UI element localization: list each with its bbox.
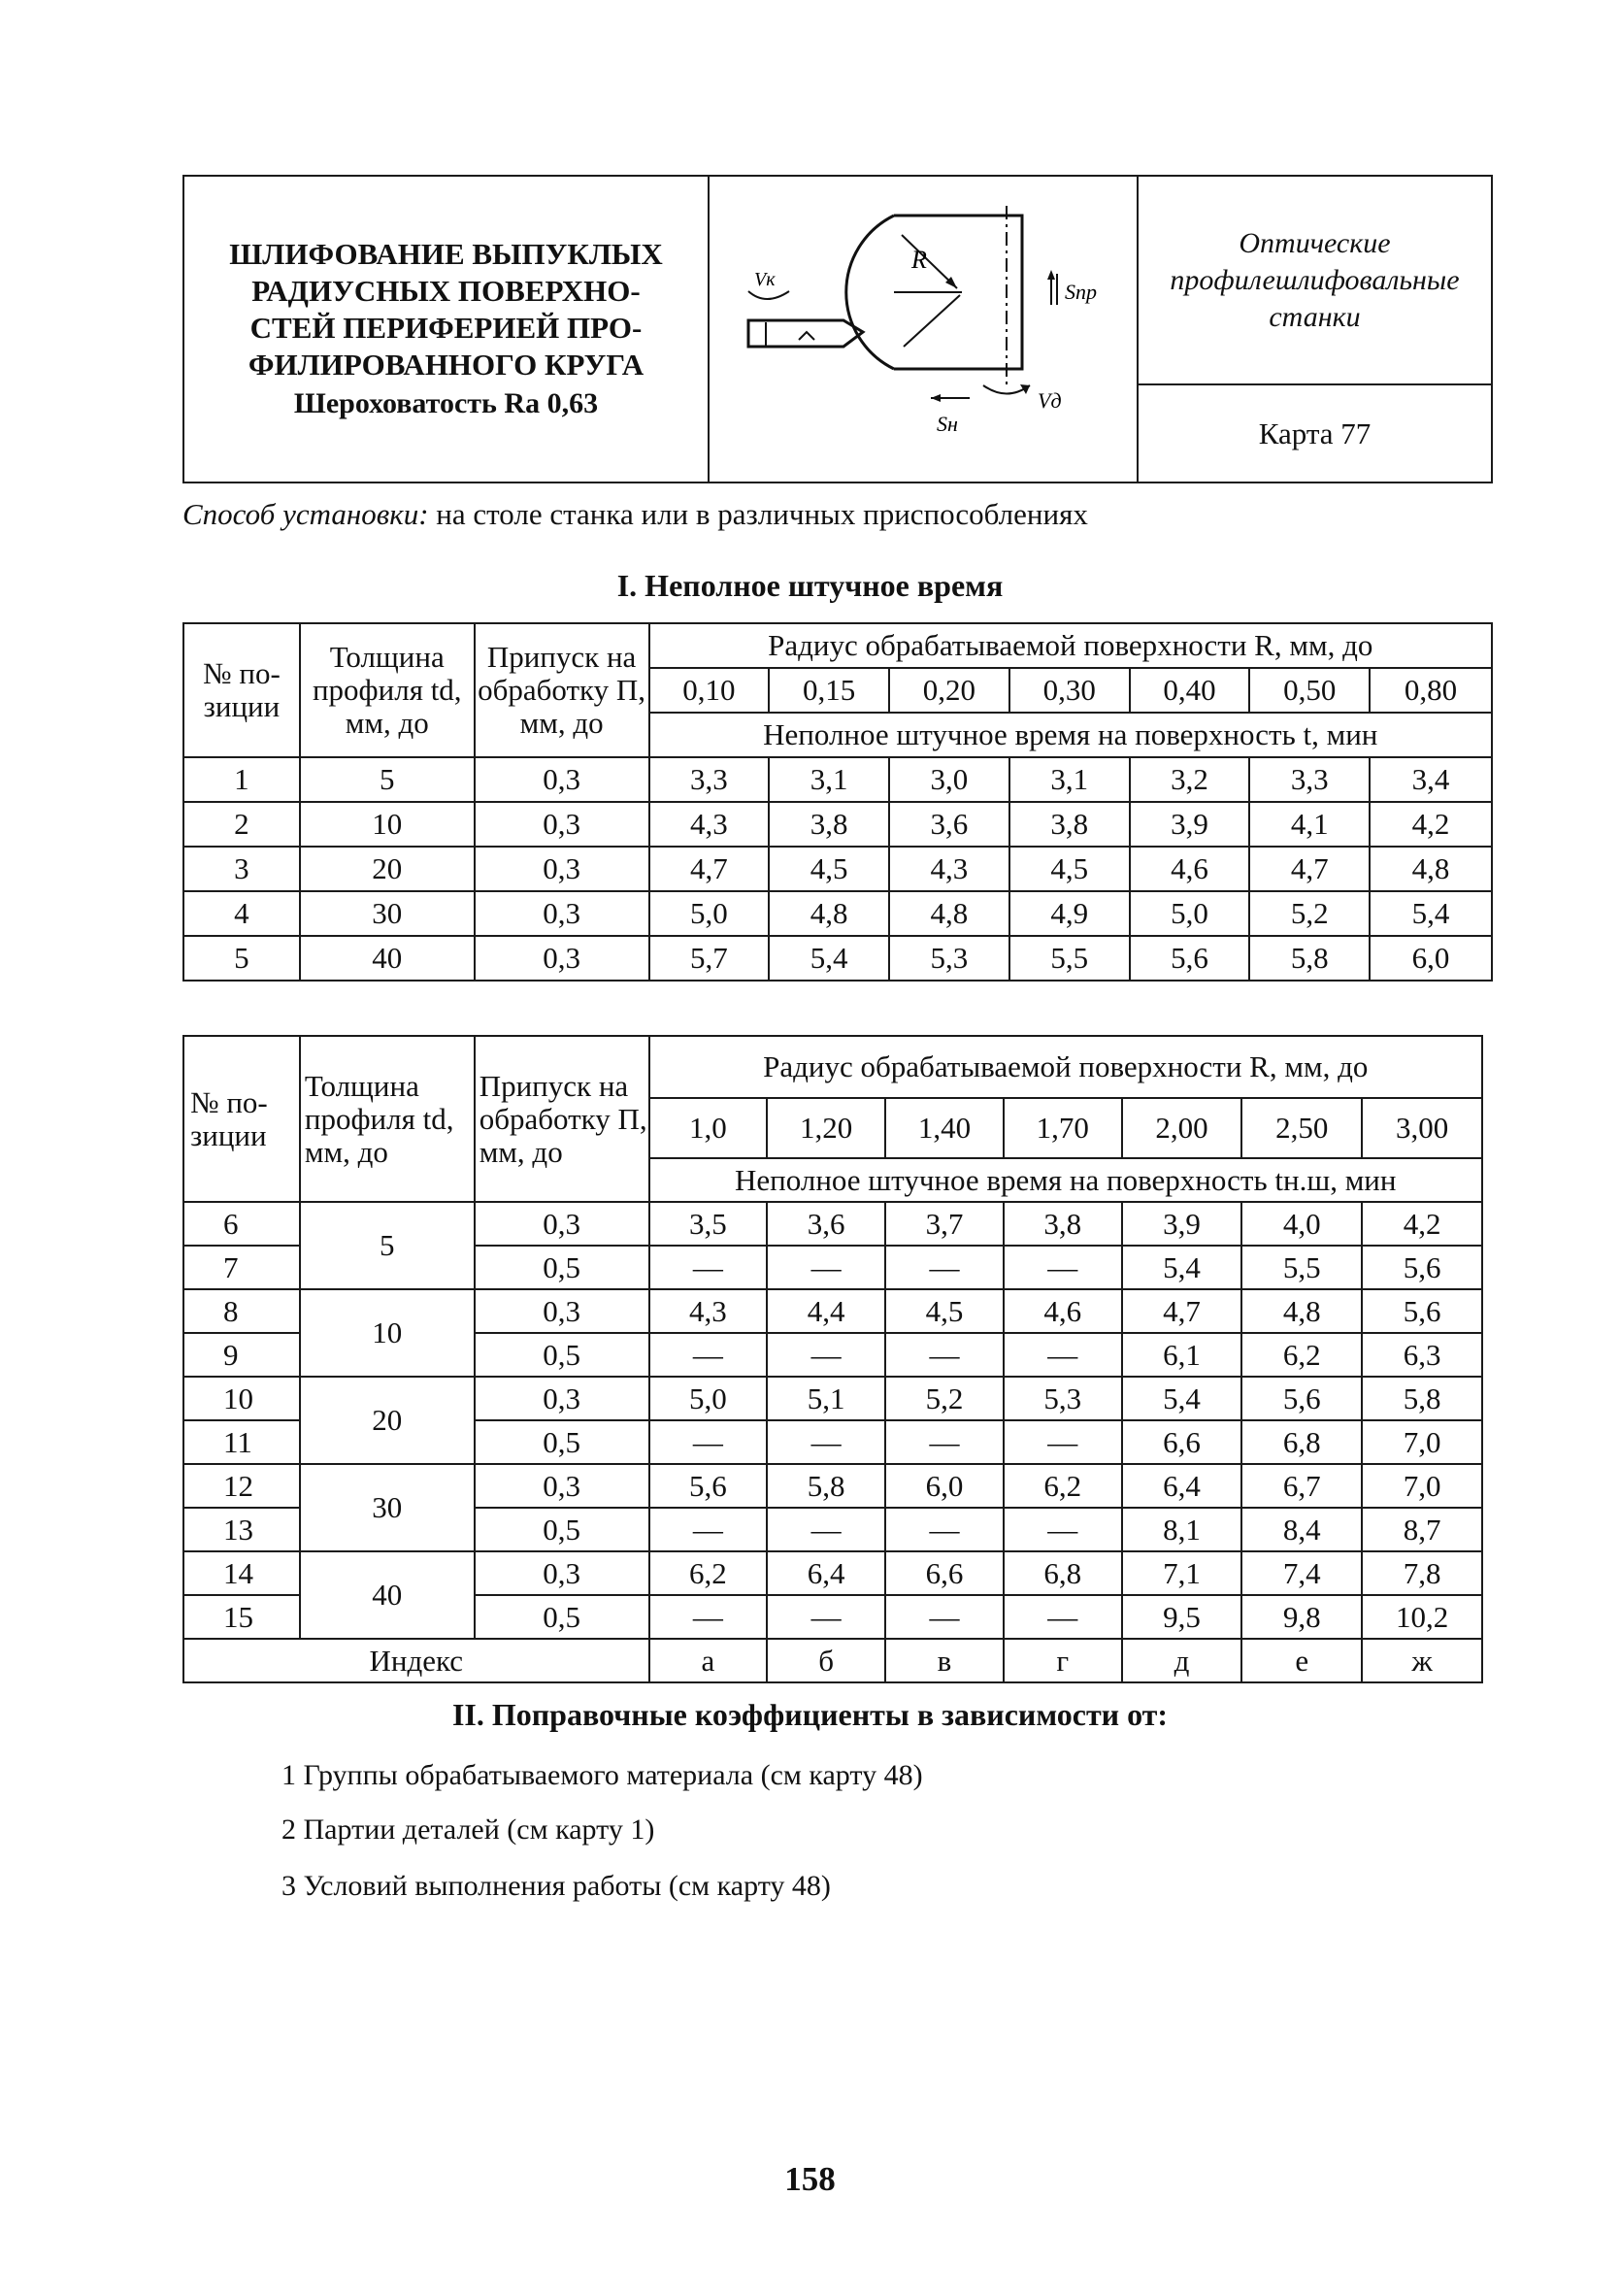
table-cell: — bbox=[649, 1246, 768, 1289]
table-cell: 6,0 bbox=[1370, 936, 1492, 981]
title-line-2: РАДИУСНЫХ ПОВЕРХНО- bbox=[251, 274, 641, 308]
vk-arrow bbox=[748, 291, 789, 299]
position-cell: 7 bbox=[183, 1246, 300, 1289]
table-cell: — bbox=[885, 1508, 1004, 1551]
table-cell: 4,0 bbox=[1241, 1202, 1362, 1246]
table-cell: 6,1 bbox=[1122, 1333, 1242, 1377]
table-cell: 7,8 bbox=[1362, 1551, 1482, 1595]
radius-value: 0,80 bbox=[1370, 668, 1492, 713]
position-cell: 1 bbox=[183, 757, 300, 802]
table-row bbox=[183, 1551, 1482, 1595]
spr-label: Sпр bbox=[1065, 280, 1097, 304]
table-cell: 5,3 bbox=[1004, 1377, 1122, 1420]
table-cell: 0,5 bbox=[475, 1246, 649, 1289]
grinding-diagram-cell bbox=[709, 176, 1138, 482]
table-cell: 5,0 bbox=[1130, 891, 1250, 936]
table-cell: — bbox=[885, 1595, 1004, 1639]
radius-value: 0,10 bbox=[649, 668, 770, 713]
table-cell: 0,3 bbox=[475, 891, 649, 936]
col-thickness-header: Толщина профиля td, мм, до bbox=[300, 623, 475, 757]
radius-value: 1,40 bbox=[885, 1098, 1004, 1158]
table-cell: 20 bbox=[300, 847, 475, 891]
table-cell: 3,7 bbox=[885, 1202, 1004, 1246]
radius-header: Радиус обрабатываемой поверхности R, мм, до bbox=[649, 623, 1492, 668]
thickness-cell: 10 bbox=[300, 1289, 475, 1377]
table-cell: — bbox=[767, 1508, 885, 1551]
table-cell: 6,3 bbox=[1362, 1333, 1482, 1377]
table-cell: 0,5 bbox=[475, 1508, 649, 1551]
roughness-label: Шероховатость Ra 0,63 bbox=[293, 387, 599, 419]
table-cell: 5,6 bbox=[1362, 1289, 1482, 1333]
radius-value: 0,50 bbox=[1249, 668, 1370, 713]
table-cell: 7,1 bbox=[1122, 1551, 1242, 1595]
time-table-1 bbox=[182, 622, 1493, 982]
table-cell: — bbox=[885, 1333, 1004, 1377]
table-cell: 3,8 bbox=[1009, 802, 1130, 847]
table-cell: 5,6 bbox=[1130, 936, 1250, 981]
table-cell: — bbox=[649, 1508, 768, 1551]
radius-value: 1,70 bbox=[1004, 1098, 1122, 1158]
table-cell: — bbox=[1004, 1420, 1122, 1464]
radius-value: 0,15 bbox=[769, 668, 889, 713]
table-cell: 3,1 bbox=[1009, 757, 1130, 802]
table-cell: 3,5 bbox=[649, 1202, 768, 1246]
table-cell: — bbox=[767, 1333, 885, 1377]
table-cell: — bbox=[1004, 1508, 1122, 1551]
table-cell: 8,4 bbox=[1241, 1508, 1362, 1551]
table-cell: 3,8 bbox=[1004, 1202, 1122, 1246]
table-cell: 4,7 bbox=[649, 847, 770, 891]
table-cell: 9,8 bbox=[1241, 1595, 1362, 1639]
radius-value: 0,20 bbox=[889, 668, 1009, 713]
table-cell: — bbox=[885, 1246, 1004, 1289]
index-label: Индекс bbox=[183, 1639, 649, 1682]
setup-text: на столе станка или в различных приспособлениях bbox=[428, 497, 1088, 531]
radius-value: 3,00 bbox=[1362, 1098, 1482, 1158]
table-cell: 7,0 bbox=[1362, 1464, 1482, 1508]
table-cell: 5 bbox=[300, 757, 475, 802]
table-cell: 6,8 bbox=[1004, 1551, 1122, 1595]
position-cell: 11 bbox=[183, 1420, 300, 1464]
position-cell: 9 bbox=[183, 1333, 300, 1377]
table-cell: 4,5 bbox=[1009, 847, 1130, 891]
table-cell: 0,3 bbox=[475, 936, 649, 981]
table-cell: 4,5 bbox=[885, 1289, 1004, 1333]
correction-item-2: 2 Партии деталей (см карту 1) bbox=[281, 1814, 655, 1846]
section-1-title: I. Неполное штучное время bbox=[616, 568, 1004, 603]
index-value: а bbox=[649, 1639, 768, 1682]
table-cell: 6,8 bbox=[1241, 1420, 1362, 1464]
table-cell: 8,7 bbox=[1362, 1508, 1482, 1551]
position-cell: 13 bbox=[183, 1508, 300, 1551]
index-value: б bbox=[767, 1639, 885, 1682]
table-cell: 4,8 bbox=[1241, 1289, 1362, 1333]
table-cell: 3,9 bbox=[1122, 1202, 1242, 1246]
radius-value: 1,20 bbox=[767, 1098, 885, 1158]
table-cell: 4,5 bbox=[769, 847, 889, 891]
table-cell: 6,2 bbox=[1241, 1333, 1362, 1377]
machine-type: Оптические профилешлифовальные станки bbox=[1138, 176, 1492, 384]
index-value: е bbox=[1241, 1639, 1362, 1682]
position-cell: 3 bbox=[183, 847, 300, 891]
table-cell: 10,2 bbox=[1362, 1595, 1482, 1639]
correction-item-1: 1 Группы обрабатываемого материала (см карту 48) bbox=[281, 1759, 923, 1791]
table-cell: — bbox=[767, 1420, 885, 1464]
table-cell: 40 bbox=[300, 936, 475, 981]
table-cell: 4,8 bbox=[1370, 847, 1492, 891]
vd-label: Vд bbox=[1038, 388, 1062, 413]
table-cell: — bbox=[767, 1246, 885, 1289]
index-value: ж bbox=[1362, 1639, 1482, 1682]
table-cell: 4,3 bbox=[649, 1289, 768, 1333]
table-cell: 5,3 bbox=[889, 936, 1009, 981]
section-2-title: II. Поправочные коэффициенты в зависимости от: bbox=[451, 1697, 1169, 1732]
table-row bbox=[183, 1377, 1482, 1420]
table-cell: 5,8 bbox=[1362, 1377, 1482, 1420]
table-cell: 4,3 bbox=[889, 847, 1009, 891]
position-cell: 6 bbox=[183, 1202, 300, 1246]
tool-mark bbox=[799, 332, 814, 340]
radius-line-lower bbox=[904, 295, 960, 347]
vk-label: Vк bbox=[754, 269, 776, 290]
table-cell: 6,6 bbox=[885, 1551, 1004, 1595]
radius-value: 1,0 bbox=[649, 1098, 768, 1158]
table-cell: 5,0 bbox=[649, 891, 770, 936]
position-cell: 4 bbox=[183, 891, 300, 936]
table-cell: — bbox=[1004, 1333, 1122, 1377]
table-cell: 0,5 bbox=[475, 1595, 649, 1639]
table-cell: 4,3 bbox=[649, 802, 770, 847]
table-cell: 0,3 bbox=[475, 1551, 649, 1595]
col-allowance-header: Припуск на обработку П, мм, до bbox=[475, 1036, 649, 1202]
setup-label: Способ установки: bbox=[182, 497, 429, 531]
table-cell: 6,4 bbox=[767, 1551, 885, 1595]
table-cell: 3,8 bbox=[769, 802, 889, 847]
position-cell: 14 bbox=[183, 1551, 300, 1595]
card-number: Карта 77 bbox=[1138, 384, 1492, 482]
table-cell: 0,3 bbox=[475, 1202, 649, 1246]
table-cell: 0,5 bbox=[475, 1420, 649, 1464]
table-cell: 5,5 bbox=[1009, 936, 1130, 981]
time-table-2 bbox=[182, 1035, 1483, 1683]
table-row bbox=[183, 891, 1492, 936]
thickness-cell: 30 bbox=[300, 1464, 475, 1551]
table-cell: — bbox=[1004, 1595, 1122, 1639]
thickness-cell: 5 bbox=[300, 1202, 475, 1289]
table-cell: 4,4 bbox=[767, 1289, 885, 1333]
table-cell: 4,2 bbox=[1370, 802, 1492, 847]
table-row bbox=[183, 847, 1492, 891]
col-allowance-header: Припуск на обработку П, мм, до bbox=[475, 623, 649, 757]
table-cell: 4,2 bbox=[1362, 1202, 1482, 1246]
time-header: Неполное штучное время на поверхность t, мин bbox=[649, 713, 1492, 757]
table-cell: 5,7 bbox=[649, 936, 770, 981]
table-cell: 3,6 bbox=[767, 1202, 885, 1246]
table-cell: 0,3 bbox=[475, 802, 649, 847]
index-value: в bbox=[885, 1639, 1004, 1682]
page-number: 158 bbox=[784, 2160, 836, 2198]
title-line-3: СТЕЙ ПЕРИФЕРИЕЙ ПРО- bbox=[249, 311, 643, 345]
table-cell: — bbox=[767, 1595, 885, 1639]
table-cell: 5,6 bbox=[1241, 1377, 1362, 1420]
table-cell: 5,2 bbox=[1249, 891, 1370, 936]
table-cell: 5,4 bbox=[769, 936, 889, 981]
table-cell: 4,6 bbox=[1004, 1289, 1122, 1333]
index-row bbox=[183, 1639, 1482, 1682]
table-cell: 9,5 bbox=[1122, 1595, 1242, 1639]
table-cell: 30 bbox=[300, 891, 475, 936]
table-row bbox=[183, 936, 1492, 981]
table-cell: 0,5 bbox=[475, 1333, 649, 1377]
table-cell: — bbox=[649, 1333, 768, 1377]
table-cell: 3,2 bbox=[1130, 757, 1250, 802]
workpiece-arc bbox=[846, 216, 894, 369]
correction-item-3: 3 Условий выполнения работы (см карту 48) bbox=[281, 1870, 831, 1902]
table-cell: 4,8 bbox=[889, 891, 1009, 936]
position-cell: 2 bbox=[183, 802, 300, 847]
table-cell: 5,0 bbox=[649, 1377, 768, 1420]
table-row bbox=[183, 1464, 1482, 1508]
sn-label: Sн bbox=[937, 412, 958, 436]
table-cell: 4,7 bbox=[1122, 1289, 1242, 1333]
radius-header: Радиус обрабатываемой поверхности R, мм, до bbox=[649, 1036, 1482, 1098]
table-row bbox=[183, 1202, 1482, 1246]
table-row bbox=[183, 757, 1492, 802]
table-cell: 3,3 bbox=[649, 757, 770, 802]
table-cell: 4,7 bbox=[1249, 847, 1370, 891]
col-thickness-header: Толщина профиля td, мм, до bbox=[300, 1036, 475, 1202]
thickness-cell: 40 bbox=[300, 1551, 475, 1639]
table-cell: 0,3 bbox=[475, 1289, 649, 1333]
col-position-header: № по-зиции bbox=[183, 623, 300, 757]
table-cell: 5,4 bbox=[1370, 891, 1492, 936]
table-cell: 5,6 bbox=[1362, 1246, 1482, 1289]
radius-value: 0,30 bbox=[1009, 668, 1130, 713]
table-cell: — bbox=[885, 1420, 1004, 1464]
title-line-1: ШЛИФОВАНИЕ ВЫПУКЛЫХ bbox=[229, 237, 663, 271]
table-cell: — bbox=[649, 1595, 768, 1639]
table-cell: 3,0 bbox=[889, 757, 1009, 802]
table-cell: 4,6 bbox=[1130, 847, 1250, 891]
table-cell: — bbox=[649, 1420, 768, 1464]
table-cell: 5,4 bbox=[1122, 1246, 1242, 1289]
table-cell: 3,1 bbox=[769, 757, 889, 802]
table-cell: 4,1 bbox=[1249, 802, 1370, 847]
table-cell: 4,8 bbox=[769, 891, 889, 936]
table-cell: 0,3 bbox=[475, 757, 649, 802]
table-cell: 0,3 bbox=[475, 1377, 649, 1420]
position-cell: 12 bbox=[183, 1464, 300, 1508]
table-row bbox=[183, 1289, 1482, 1333]
table-cell: 5,8 bbox=[1249, 936, 1370, 981]
table-cell: 5,4 bbox=[1122, 1377, 1242, 1420]
thickness-cell: 20 bbox=[300, 1377, 475, 1464]
position-cell: 8 bbox=[183, 1289, 300, 1333]
table-cell: 0,3 bbox=[475, 847, 649, 891]
position-cell: 10 bbox=[183, 1377, 300, 1420]
radius-value: 2,50 bbox=[1241, 1098, 1362, 1158]
table-row bbox=[183, 802, 1492, 847]
header-table bbox=[182, 175, 1493, 483]
table-cell: 10 bbox=[300, 802, 475, 847]
table-cell: 5,6 bbox=[649, 1464, 768, 1508]
title-line-4: ФИЛИРОВАННОГО КРУГА bbox=[248, 348, 645, 382]
table-cell: 6,7 bbox=[1241, 1464, 1362, 1508]
index-value: д bbox=[1122, 1639, 1242, 1682]
table-cell: 3,9 bbox=[1130, 802, 1250, 847]
table-cell: 7,4 bbox=[1241, 1551, 1362, 1595]
table-cell: 3,4 bbox=[1370, 757, 1492, 802]
table-cell: 6,0 bbox=[885, 1464, 1004, 1508]
table-cell: 6,2 bbox=[1004, 1464, 1122, 1508]
grinding-diagram bbox=[710, 177, 1137, 477]
position-cell: 15 bbox=[183, 1595, 300, 1639]
table-cell: 6,2 bbox=[649, 1551, 768, 1595]
table-cell: 6,6 bbox=[1122, 1420, 1242, 1464]
index-value: г bbox=[1004, 1639, 1122, 1682]
table-cell: — bbox=[1004, 1246, 1122, 1289]
radius-value: 0,40 bbox=[1130, 668, 1250, 713]
table-cell: 5,2 bbox=[885, 1377, 1004, 1420]
table-cell: 3,3 bbox=[1249, 757, 1370, 802]
table-cell: 5,5 bbox=[1241, 1246, 1362, 1289]
table-cell: 5,1 bbox=[767, 1377, 885, 1420]
position-cell: 5 bbox=[183, 936, 300, 981]
setup-method bbox=[182, 497, 1088, 532]
table-cell: 7,0 bbox=[1362, 1420, 1482, 1464]
table-cell: 3,6 bbox=[889, 802, 1009, 847]
table-cell: 5,8 bbox=[767, 1464, 885, 1508]
table-cell: 0,3 bbox=[475, 1464, 649, 1508]
table-cell: 4,9 bbox=[1009, 891, 1130, 936]
table-cell: 8,1 bbox=[1122, 1508, 1242, 1551]
radius-value: 2,00 bbox=[1122, 1098, 1242, 1158]
col-position-header: № по-зиции bbox=[183, 1036, 300, 1202]
table-cell: 6,4 bbox=[1122, 1464, 1242, 1508]
r-label: R bbox=[911, 246, 927, 274]
operation-title bbox=[183, 176, 709, 482]
time-header: Неполное штучное время на поверхность tн.ш, мин bbox=[649, 1158, 1482, 1202]
